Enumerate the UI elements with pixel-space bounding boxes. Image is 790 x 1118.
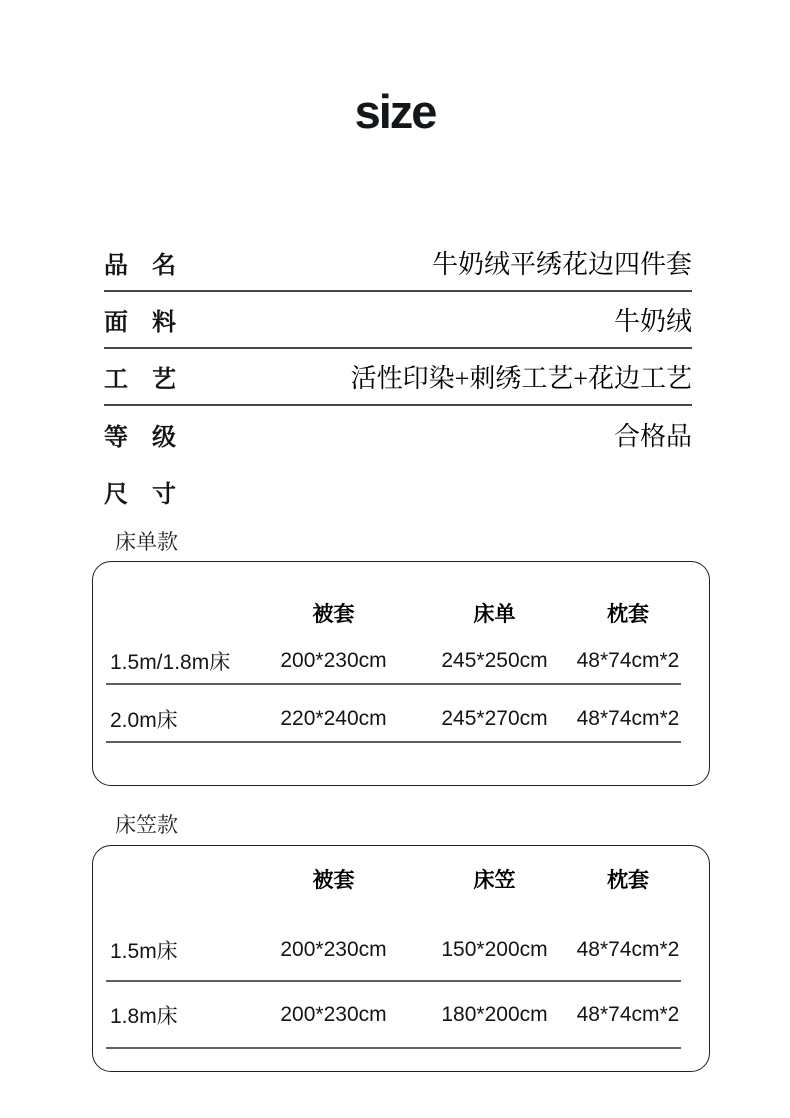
- attr-value: 活性印染+刺绣工艺+花边工艺: [350, 364, 692, 393]
- table-cell: 48*74cm*2: [576, 938, 680, 961]
- attribute-list: [104, 235, 692, 520]
- attr-row-craft: [104, 349, 692, 406]
- table-cell: 245*270cm: [441, 707, 548, 730]
- table-cell: 48*74cm*2: [576, 707, 680, 730]
- table-cell: 200*230cm: [280, 938, 387, 961]
- attr-label: 品 名: [104, 252, 176, 279]
- page-title: size: [354, 85, 436, 138]
- table-row: [106, 982, 681, 1049]
- attr-label: 等 级: [104, 424, 176, 451]
- table-cell: 180*200cm: [441, 1002, 548, 1026]
- row-label: 1.8m床: [110, 1004, 178, 1028]
- table-row: [106, 904, 681, 982]
- attr-label: 面 料: [104, 309, 176, 336]
- attr-row-size: [104, 463, 692, 520]
- table-cell: 200*230cm: [280, 648, 387, 672]
- sheet-style-size-table: [92, 561, 710, 786]
- table-header-row: [106, 854, 681, 904]
- row-label: 1.5m/1.8m床: [110, 650, 231, 674]
- table-cell: 245*250cm: [441, 648, 548, 672]
- attr-label: 工 艺: [104, 366, 176, 393]
- row-label: 1.5m床: [110, 940, 178, 963]
- row-label: 2.0m床: [110, 709, 178, 732]
- table-row: [106, 638, 681, 685]
- table-row: [106, 685, 681, 743]
- table-header-row: [106, 588, 681, 638]
- table-cell: 200*230cm: [280, 1002, 387, 1026]
- table-cell: 220*240cm: [280, 707, 387, 730]
- table-header-pillowcase: 枕套: [607, 603, 649, 626]
- table-cell: 48*74cm*2: [576, 1002, 680, 1026]
- table-header-duvet-cover: 被套: [312, 603, 355, 626]
- table-header-duvet-cover: 被套: [312, 869, 355, 892]
- fitted-style-size-table: [92, 845, 710, 1072]
- table-header-pillowcase: 枕套: [607, 869, 649, 892]
- fitted-style-section-label: 床笠款: [115, 814, 178, 837]
- table-cell: 48*74cm*2: [576, 648, 680, 672]
- attr-value: 牛奶绒平绣花边四件套: [431, 250, 692, 279]
- table-header-fitted-sheet: 床笠: [473, 869, 516, 892]
- attr-value: 合格品: [613, 422, 692, 451]
- attr-value: 牛奶绒: [613, 307, 692, 336]
- attr-label: 尺 寸: [104, 481, 176, 508]
- attr-row-grade: [104, 406, 692, 463]
- attr-row-fabric: [104, 292, 692, 349]
- sheet-style-section-label: 床单款: [115, 531, 178, 554]
- table-header-bed-sheet: 床单: [473, 603, 516, 626]
- table-cell: 150*200cm: [441, 938, 548, 961]
- attr-row-product-name: [104, 235, 692, 292]
